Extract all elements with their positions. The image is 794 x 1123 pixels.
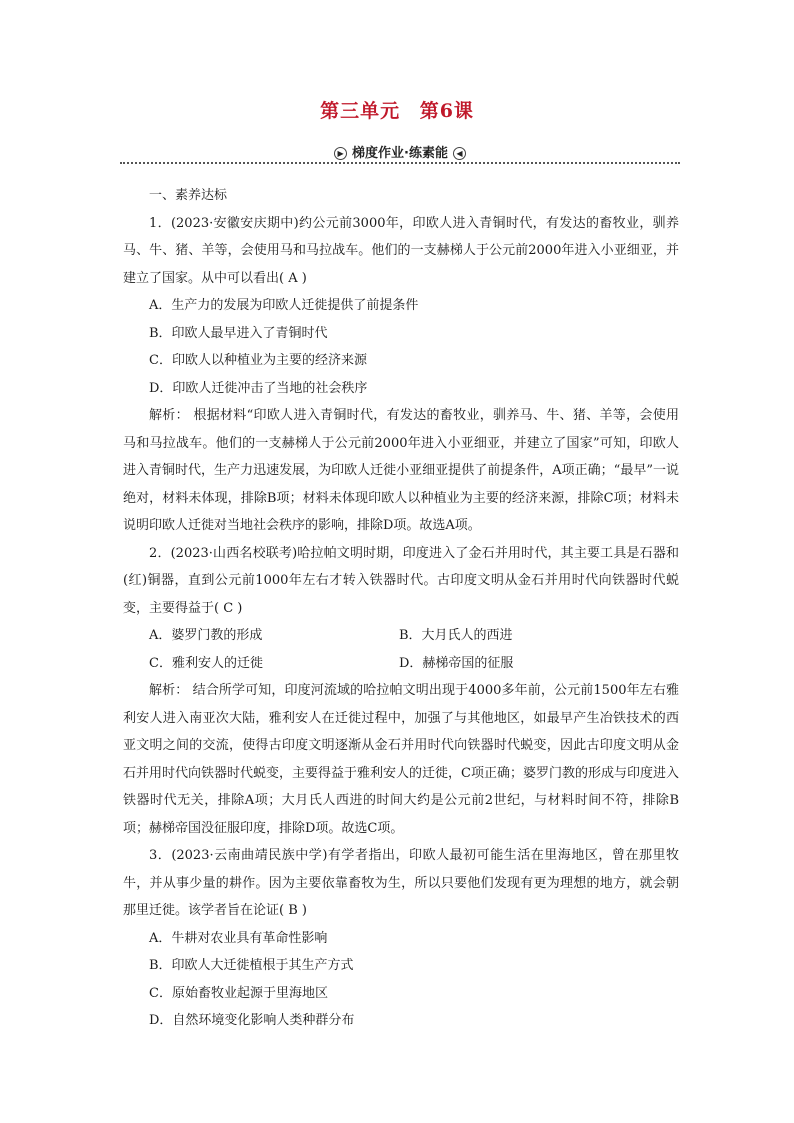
q3-option-d: D．自然环境变化影响人类种群分布 (149, 1013, 355, 1028)
arrow-left-icon: ◀ (453, 147, 466, 160)
lesson-title: 第6课 (419, 100, 474, 122)
q3-option-a: A．牛耕对农业具有革命性影响 (149, 930, 328, 946)
dotted-divider (120, 162, 680, 164)
q3-option-c: C．原始畜牧业起源于里海地区 (149, 985, 328, 1001)
q1-option-c: C．印欧人以种植业为主要的经济来源 (149, 353, 367, 368)
worksheet-content (123, 182, 679, 1035)
question-2-analysis: 解析： 结合所学可知，印度河流域的哈拉帕文明出现于4000多年前，公元前1500年左右雅利安人进入南亚次大陆，雅利安人在迁徙过程中，加强了与其他地区，如最早产生冶铁技术的西亚文明之间的交流，使得古印度文明逐渐从金石并用时代向铁器时代蜕变，因此古印度文明从金石并用时代向铁器时代蜕变，主要得益于雅利安人的迁徙，C项正确；婆罗门教的形成与印度进入铁器时代无关，排除A项；大月氏人西进的时间大约是公元前2世纪，与材料时间不符，排除B项；赫梯帝国没征服印度，排除D项。故选C项。 (123, 683, 679, 836)
question-2-stem: 2．(2023·山西名校联考)哈拉帕文明时期，印度进入了金石并用时代，其主要工具是石器和(红)铜器，直到公元前1000年左右才转入铁器时代。古印度文明从金石并用时代向铁器时代蜕变，主要得益于( C ) (123, 545, 679, 616)
q1-option-b: B．印欧人最早进入了青铜时代 (149, 325, 328, 341)
q2-options-row-2 (123, 650, 679, 678)
unit-title: 第三单元 (320, 100, 401, 122)
banner-label: 梯度作业·练素能 (352, 146, 448, 161)
q3-option-b: B．印欧人大迁徙植根于其生产方式 (149, 958, 354, 973)
q2-options-row-1 (123, 622, 679, 650)
page-title (0, 96, 794, 123)
arrow-right-icon: ▶ (334, 147, 347, 160)
q1-option-a: A．生产力的发展为印欧人迁徙提供了前提条件 (149, 298, 419, 313)
q1-option-d: D．印欧人迁徙冲击了当地的社会秩序 (149, 380, 368, 396)
q2-option-a: A．婆罗门教的形成 (149, 628, 263, 643)
section-heading: 一、素养达标 (149, 188, 228, 203)
question-3-stem: 3．(2023·云南曲靖民族中学)有学者指出，印欧人最初可能生活在里海地区，曾在那里牧牛，并从事少量的耕作。因为主要依靠畜牧为生，所以只要他们发现有更为理想的地方，就会朝那里迁徙。该学者旨在论证( B ) (123, 848, 679, 918)
q2-option-b: B．大月氏人的西进 (399, 628, 513, 643)
question-1-stem: 1．(2023·安徽安庆期中)约公元前3000年，印欧人进入青铜时代，有发达的畜牧业，驯养马、牛、猪、羊等，会使用马和马拉战车。他们的一支赫梯人于公元前2000年进入小亚细亚，并建立了国家。从中可以看出( A ) (123, 215, 679, 286)
q2-option-d: D．赫梯帝国的征服 (399, 655, 514, 671)
question-1-analysis: 解析： 根据材料“印欧人进入青铜时代，有发达的畜牧业，驯养马、牛、猪、羊等，会使用马和马拉战车。他们的一支赫梯人于公元前2000年进入小亚细亚，并建立了国家”可知，印欧人进入青铜时代，生产力迅速发展，为印欧人迁徙小亚细亚提供了前提条件，A项正确；“最早”一说绝对，材料未体现，排除B项；材料未体现印欧人以种植业为主要的经济来源，排除C项；材料未说明印欧人迁徙对当地社会秩序的影响，排除D项。故选A项。 (123, 408, 679, 533)
section-banner (120, 142, 680, 164)
q2-option-c: C．雅利安人的迁徙 (149, 655, 263, 671)
